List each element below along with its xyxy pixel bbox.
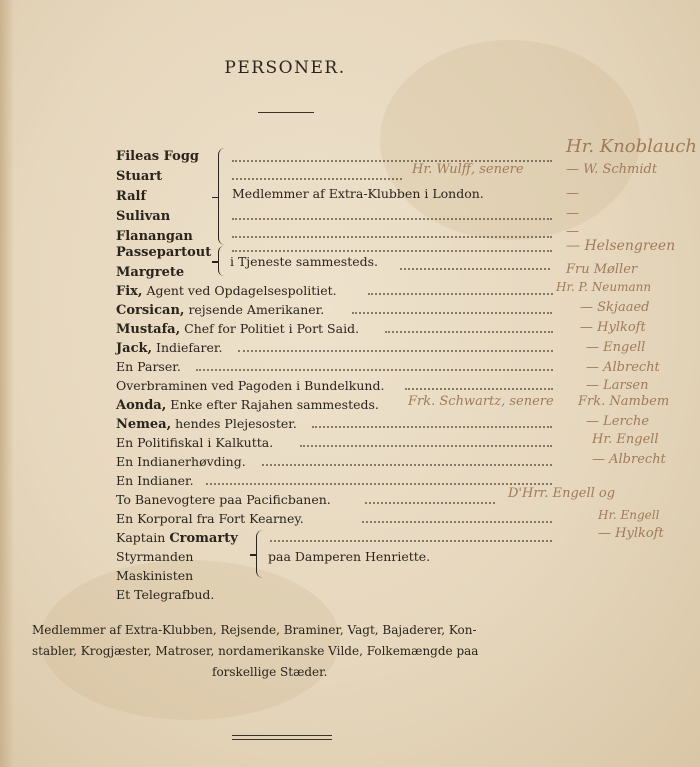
end-double-rule bbox=[232, 735, 332, 740]
dotted-leader bbox=[385, 331, 553, 334]
handwritten-actor: — W. Schmidt bbox=[566, 162, 658, 177]
role-aonda: Aonda, Enke efter Rajahen sammesteds. bbox=[116, 397, 379, 413]
handwritten-actor: — Albrecht bbox=[586, 360, 660, 375]
role-fix: Fix, Agent ved Opdagelsespolitiet. bbox=[116, 283, 337, 299]
club-group-label: Medlemmer af Extra-Klubben i London. bbox=[232, 186, 484, 201]
dotted-leader bbox=[206, 483, 552, 486]
role-margrete: Margrete bbox=[116, 265, 185, 280]
handwritten-actor: — Hylkoft bbox=[580, 320, 646, 335]
dotted-leader bbox=[232, 178, 402, 181]
role-politifiskal: En Politifiskal i Kalkutta. bbox=[116, 435, 274, 450]
role-indianer: En Indianer. bbox=[116, 473, 194, 488]
role-ralf: Ralf bbox=[116, 189, 147, 204]
dotted-leader bbox=[196, 369, 553, 372]
dotted-leader bbox=[300, 445, 552, 448]
role-telegrafbud: Et Telegrafbud. bbox=[116, 587, 215, 602]
dotted-leader bbox=[352, 312, 552, 315]
page-title: PERSONER. bbox=[224, 58, 346, 78]
role-jack: Jack, Indiefarer. bbox=[116, 340, 223, 356]
handwritten-actor: — Lerche bbox=[586, 414, 650, 429]
dotted-leader bbox=[232, 236, 552, 239]
extras-note-line: forskellige Stæder. bbox=[212, 665, 328, 679]
handwritten-actor: Fru Møller bbox=[566, 262, 638, 277]
service-brace bbox=[218, 246, 224, 276]
role-flanangan: Flanangan bbox=[116, 229, 193, 244]
handwritten-actor: Hr. P. Neumann bbox=[556, 280, 652, 294]
club-brace bbox=[218, 148, 225, 245]
dotted-leader bbox=[270, 540, 552, 543]
role-styrmanden: Styrmanden bbox=[116, 549, 194, 564]
dotted-leader bbox=[312, 426, 552, 429]
role-banevogtere: To Banevogtere paa Pacificbanen. bbox=[116, 492, 331, 507]
handwritten-actor: — bbox=[566, 224, 579, 239]
role-stuart: Stuart bbox=[116, 169, 163, 184]
handwritten-actor: Hr. Engell bbox=[598, 508, 660, 522]
extras-note-line: Medlemmer af Extra-Klubben, Rejsende, Braminer, Vagt, Bajaderer, Kon- bbox=[32, 623, 477, 637]
page-edge-shadow bbox=[0, 0, 14, 767]
handwritten-note: Frk. Schwartz, senere bbox=[408, 394, 554, 409]
dotted-leader bbox=[362, 521, 552, 524]
handwritten-note: D'Hrr. Engell og bbox=[508, 486, 616, 501]
extras-note-line: stabler, Krogjæster, Matroser, nordamerikanske Vilde, Folkemængde paa bbox=[32, 644, 479, 658]
role-sulivan: Sulivan bbox=[116, 209, 171, 224]
handwritten-actor: — Skjaaed bbox=[580, 300, 650, 315]
handwritten-actor: — bbox=[566, 186, 579, 201]
service-group-label: i Tjeneste sammesteds. bbox=[230, 254, 379, 269]
dotted-leader bbox=[405, 388, 553, 391]
dotted-leader bbox=[400, 268, 550, 271]
handwritten-note: Hr. Wulff, senere bbox=[412, 162, 524, 177]
handwritten-actor: — Engell bbox=[586, 340, 646, 355]
handwritten-actor: — Helsengreen bbox=[566, 238, 676, 254]
role-passepartout: Passepartout bbox=[116, 245, 212, 260]
role-indianerhovding: En Indianerhøvding. bbox=[116, 454, 246, 469]
dotted-leader bbox=[262, 464, 552, 467]
role-maskinisten: Maskinisten bbox=[116, 568, 194, 583]
handwritten-actor: — Hylkoft bbox=[598, 526, 664, 541]
steamer-brace bbox=[256, 530, 263, 578]
steamer-group-label: paa Damperen Henriette. bbox=[268, 549, 431, 564]
role-parser: En Parser. bbox=[116, 359, 181, 374]
role-mustafa: Mustafa, Chef for Politiet i Port Said. bbox=[116, 321, 360, 337]
role-korporal: En Korporal fra Fort Kearney. bbox=[116, 511, 304, 526]
handwritten-actor: Hr. Engell bbox=[592, 432, 659, 447]
title-rule bbox=[258, 112, 314, 113]
handwritten-actor: Hr. Knoblauch bbox=[566, 136, 697, 157]
role-kaptain-cromarty: Kaptain Cromarty bbox=[116, 530, 238, 546]
dotted-leader bbox=[238, 350, 553, 353]
handwritten-actor: Frk. Nambem bbox=[578, 394, 670, 409]
role-fileas-fogg: Fileas Fogg bbox=[116, 149, 200, 164]
dotted-leader bbox=[232, 218, 552, 221]
dotted-leader bbox=[368, 293, 553, 296]
role-nemea: Nemea, hendes Plejesoster. bbox=[116, 416, 297, 432]
handwritten-actor: — bbox=[566, 206, 579, 221]
handwritten-actor: — Larsen bbox=[586, 378, 649, 393]
role-overbraminen: Overbraminen ved Pagoden i Bundelkund. bbox=[116, 378, 385, 393]
handwritten-actor: — Albrecht bbox=[592, 452, 666, 467]
extras-note bbox=[32, 620, 562, 683]
dotted-leader bbox=[365, 502, 495, 505]
dotted-leader bbox=[232, 250, 552, 253]
role-corsican: Corsican, rejsende Amerikaner. bbox=[116, 302, 325, 318]
